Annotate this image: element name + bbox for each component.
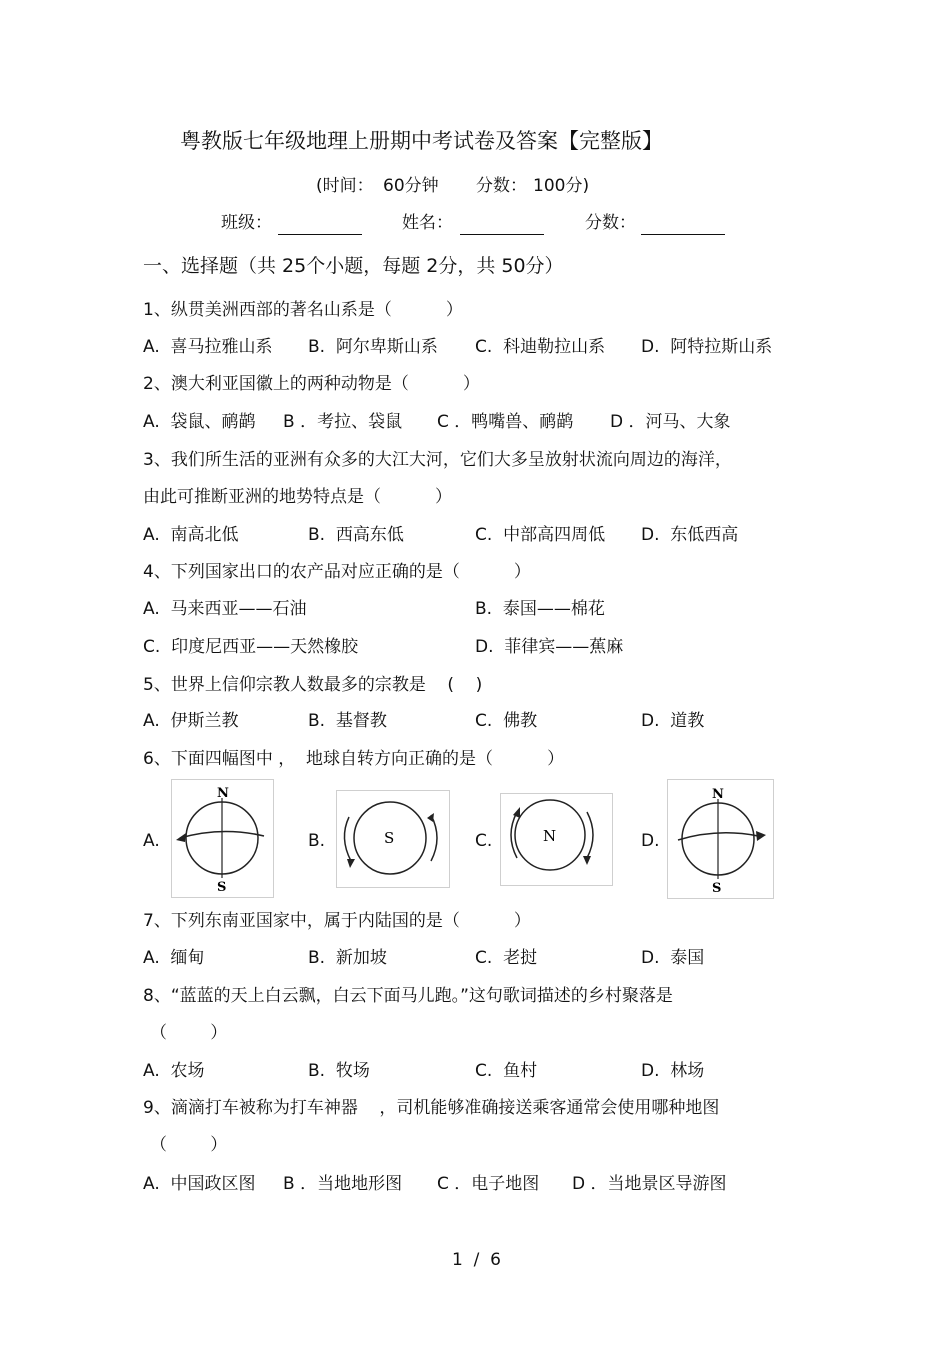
option-b: B. 阿尔卑斯山系 xyxy=(308,337,438,357)
time-label: (时间： xyxy=(316,176,374,196)
option-d: D. 道教 xyxy=(641,711,705,731)
earth-diagram-c xyxy=(501,794,612,885)
question-stem: 1、纵贯美洲西部的著名山系是（ ） xyxy=(143,300,463,320)
section-heading: 一、选择题（共 25个小题，每题 2分，共 50分） xyxy=(143,255,564,277)
question-stem: 5、世界上信仰宗教人数最多的宗教是 ( ) xyxy=(143,675,483,695)
south-label: S xyxy=(712,881,722,896)
option-b: B ．当地地形图 xyxy=(283,1174,403,1194)
question-stem-continued: （ ） xyxy=(150,1023,228,1043)
name-blank[interactable] xyxy=(460,234,544,235)
question-stem: 7、下列东南亚国家中，属于内陆国的是（ ） xyxy=(143,911,531,931)
question-stem-continued: 由此可推断亚洲的地势特点是（ ） xyxy=(143,487,453,507)
class-label: 班级： xyxy=(221,213,272,233)
option-a: A. 马来西亚——石油 xyxy=(143,599,307,619)
south-pole-label: S xyxy=(384,829,395,847)
option-a: A. 缅甸 xyxy=(143,948,205,968)
option-b: B ．考拉、袋鼠 xyxy=(283,412,403,432)
question-stem: 6、下面四幅图中 ， 地球自转方向正确的是（ ） xyxy=(143,749,565,769)
option-a: A. 中国政区图 xyxy=(143,1174,256,1194)
option-b: B. 基督教 xyxy=(308,711,387,731)
option-c: C. 中部高四周低 xyxy=(475,525,606,545)
option-d: D. 泰国 xyxy=(641,948,705,968)
question-stem: 2、澳大利亚国徽上的两种动物是（ ） xyxy=(143,374,480,394)
option-a: A. 袋鼠、鸸鹋 xyxy=(143,412,256,432)
option-b: B. 泰国——棉花 xyxy=(475,599,605,619)
north-pole-label: N xyxy=(543,827,557,845)
option-c: C. 科迪勒拉山系 xyxy=(475,337,606,357)
page-number: 1 / 6 xyxy=(452,1250,501,1270)
earth-diagram-a xyxy=(172,780,273,897)
option-b: B. 牧场 xyxy=(308,1061,370,1081)
score-label: 分数： xyxy=(585,213,636,233)
option-a: A. 农场 xyxy=(143,1061,205,1081)
option-b: B. xyxy=(308,831,326,851)
option-b: B. 新加坡 xyxy=(308,948,387,968)
north-label: N xyxy=(217,786,229,801)
option-c: C. 鱼村 xyxy=(475,1061,538,1081)
option-c: C. 印度尼西亚——天然橡胶 xyxy=(143,637,359,657)
option-c: C. 佛教 xyxy=(475,711,538,731)
score-blank[interactable] xyxy=(641,234,725,235)
option-d: D. 林场 xyxy=(641,1061,705,1081)
name-label: 姓名： xyxy=(402,213,453,233)
question-stem: 4、下列国家出口的农产品对应正确的是（ ） xyxy=(143,562,531,582)
question-stem: 3、我们所生活的亚洲有众多的大江大河，它们大多呈放射状流向周边的海洋， xyxy=(143,450,732,470)
option-d: D ．当地景区导游图 xyxy=(572,1174,727,1194)
total-score-label: 分数： xyxy=(476,176,527,196)
option-c: C ．电子地图 xyxy=(437,1174,540,1194)
option-d: D. 东低西高 xyxy=(641,525,739,545)
earth-diagram-b xyxy=(337,791,449,887)
time-value: 60分钟 xyxy=(383,176,439,196)
class-blank[interactable] xyxy=(278,234,362,235)
option-d: D. xyxy=(641,831,660,851)
option-c: C. xyxy=(475,831,493,851)
option-d: D. 菲律宾——蕉麻 xyxy=(475,637,624,657)
option-a: A. xyxy=(143,831,160,851)
option-d: D. 阿特拉斯山系 xyxy=(641,337,773,357)
earth-figure-d xyxy=(667,779,774,899)
earth-figure-a xyxy=(171,779,274,898)
question-stem: 8、“蓝蓝的天上白云飘，白云下面马儿跑。”这句歌词描述的乡村聚落是 xyxy=(143,986,673,1006)
option-c: C. 老挝 xyxy=(475,948,538,968)
option-a: A. 喜马拉雅山系 xyxy=(143,337,273,357)
option-d: D ．河马、大象 xyxy=(610,412,731,432)
option-b: B. 西高东低 xyxy=(308,525,404,545)
option-c: C ．鸭嘴兽、鸸鹋 xyxy=(437,412,574,432)
question-stem: 9、滴滴打车被称为打车神器 ，司机能够准确接送乘客通常会使用哪种地图 xyxy=(143,1098,720,1118)
south-label: S xyxy=(217,880,227,895)
option-a: A. 伊斯兰教 xyxy=(143,711,239,731)
total-score-value: 100分) xyxy=(533,176,590,196)
option-a: A. 南高北低 xyxy=(143,525,239,545)
earth-figure-c xyxy=(500,793,613,886)
north-label: N xyxy=(712,787,724,802)
earth-diagram-d xyxy=(668,780,773,898)
earth-figure-b xyxy=(336,790,450,888)
question-stem-continued: （ ） xyxy=(150,1135,228,1155)
page-title: 粤教版七年级地理上册期中考试卷及答案【完整版】 xyxy=(180,129,663,153)
